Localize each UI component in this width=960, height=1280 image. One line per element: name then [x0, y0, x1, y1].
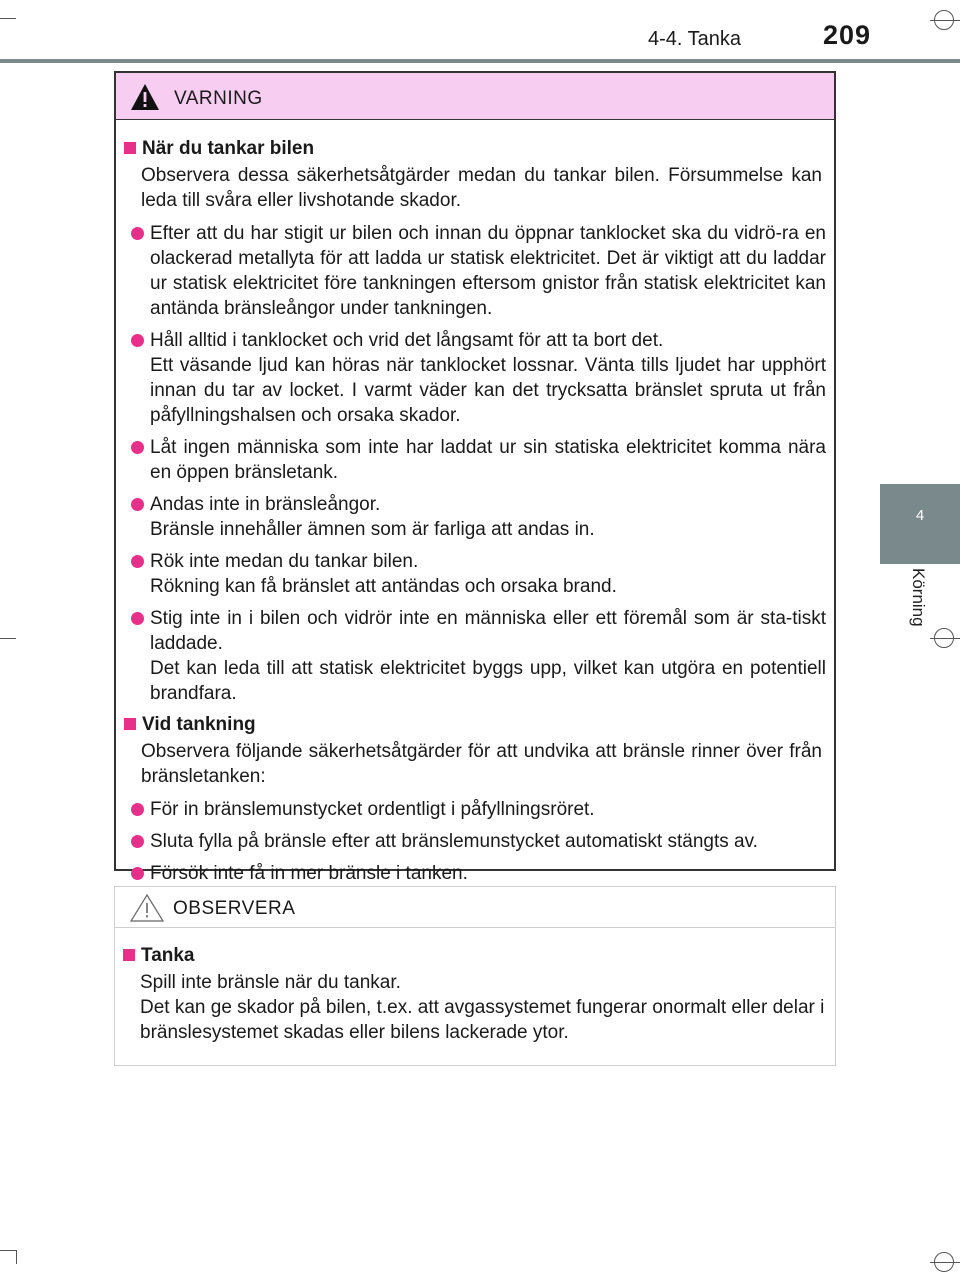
- list-item: Stig inte in i bilen och vidrör inte en människa eller ett föremål som är sta-tiskt laddade. Det kan leda till att statisk elektricitet byggs upp, vilket kan utgöra en potentiell brandfara.: [124, 606, 826, 706]
- list-item: Håll alltid i tanklocket och vrid det långsamt för att ta bort det. Ett väsande ljud kan höras när tanklocket lossnar. Vänta tills ljudet har upphört innan du tar av locket. I varmt väder kan det trycksatta bränslet spruta ut från påfyllningshalsen och orsaka skador.: [124, 328, 826, 428]
- list-item-detail: Ett väsande ljud kan höras när tanklocket lossnar. Vänta tills ljudet har upphört innan du tar av locket. I varmt väder kan det trycksatta bränslet spruta ut från påfyllningshalsen och orsaka skador.: [150, 355, 826, 426]
- round-bullet-icon: [131, 227, 144, 240]
- round-bullet-icon: [131, 867, 144, 880]
- list-item: Efter att du har stigit ur bilen och innan du öppnar tanklocket ska du vidrö-ra en olackerad metallyta för att ladda ur statisk elektricitet. Det är viktigt att du laddar ur statisk elektricitet före tankningen eftersom gnistor från statisk elektricitet kan antända bränsleångor under tankningen.: [124, 221, 826, 321]
- crop-mark: [0, 18, 16, 19]
- section-title: 4-4. Tanka: [648, 28, 742, 50]
- section-heading: När du tankar bilen: [124, 136, 826, 161]
- list-item: Rök inte medan du tankar bilen. Rökning kan få bränslet att antändas och orsaka brand.: [124, 549, 826, 599]
- round-bullet-icon: [131, 441, 144, 454]
- crop-mark: [0, 638, 16, 639]
- round-bullet-icon: [131, 612, 144, 625]
- crop-mark: [16, 1250, 17, 1264]
- round-bullet-icon: [131, 334, 144, 347]
- list-item-detail: Det kan leda till att statisk elektricitet byggs upp, vilket kan utgöra en potentiell brandfara.: [150, 658, 826, 704]
- warning-box: [114, 71, 836, 884]
- list-item: För in bränslemunstycket ordentligt i påfyllningsröret.: [124, 797, 826, 822]
- round-bullet-icon: [131, 498, 144, 511]
- registration-mark: [934, 628, 954, 648]
- round-bullet-icon: [131, 555, 144, 568]
- chapter-label: Körning: [909, 568, 928, 627]
- chapter-label-wrapper: [905, 568, 935, 658]
- list-item: Försök inte få in mer bränsle i tanken.: [124, 861, 826, 886]
- list-item: Andas inte in bränsleångor. Bränsle innehåller ämnen som är farliga att andas in.: [124, 492, 826, 542]
- notice-text: Spill inte bränsle när du tankar. Det kan ge skador på bilen, t.ex. att avgassystemet fungerar onormalt eller delar i bränslesystemet skadas eller bilens lackerade ytor.: [140, 972, 825, 1043]
- header-rule: [0, 59, 960, 63]
- registration-mark: [934, 10, 954, 30]
- section-intro: Observera dessa säkerhetsåtgärder medan du tankar bilen. Försummelse kan leda till svåra eller livshotande skador.: [141, 165, 822, 211]
- chapter-tab: [880, 484, 960, 564]
- list-item: Sluta fylla på bränsle efter att bränslemunstycket automatiskt stängts av.: [124, 829, 826, 854]
- list-item: Låt ingen människa som inte har laddat ur sin statiska elektricitet komma nära en öppen bränsletank.: [124, 435, 826, 485]
- notice-header: [115, 887, 835, 928]
- section-intro: Observera följande säkerhetsåtgärder för att undvika att bränsle rinner över från bränsletanken:: [141, 741, 822, 787]
- notice-title: OBSERVERA: [173, 898, 296, 919]
- chapter-number: 4: [915, 507, 925, 524]
- page-number: 209: [823, 20, 872, 50]
- square-bullet-icon: [123, 949, 135, 961]
- warning-title: VARNING: [174, 88, 263, 109]
- list-item-detail: Bränsle innehåller ämnen som är farliga att andas in.: [150, 519, 595, 540]
- round-bullet-icon: [131, 803, 144, 816]
- list-item-detail: Rökning kan få bränslet att antändas och orsaka brand.: [150, 576, 617, 597]
- round-bullet-icon: [131, 835, 144, 848]
- section-heading: Tanka: [123, 943, 827, 968]
- notice-box: [114, 886, 836, 1066]
- crop-mark: [0, 1250, 16, 1251]
- square-bullet-icon: [124, 142, 136, 154]
- notice-content: [123, 943, 827, 1045]
- warning-header: [116, 73, 834, 120]
- section-heading: Vid tankning: [124, 712, 826, 737]
- caution-triangle-icon: [129, 893, 165, 923]
- warning-triangle-icon: [130, 83, 160, 111]
- registration-mark: [934, 1252, 954, 1272]
- square-bullet-icon: [124, 718, 136, 730]
- warning-content: [124, 136, 826, 886]
